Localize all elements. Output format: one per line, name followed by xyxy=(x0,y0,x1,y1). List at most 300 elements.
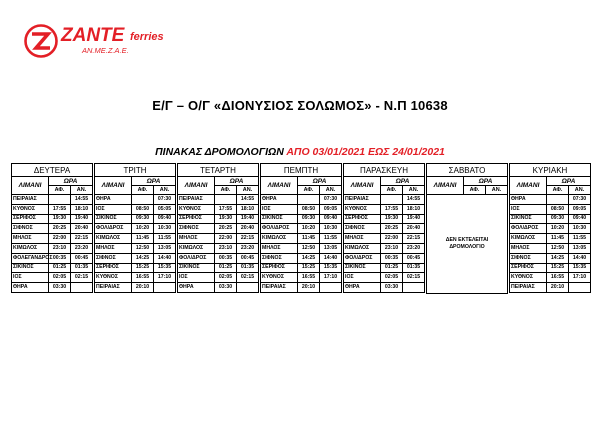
departure-time: 23:20 xyxy=(71,243,93,253)
table-row xyxy=(178,195,259,205)
time-header: ΩΡΑ xyxy=(215,177,259,186)
arrival-time: 12:50 xyxy=(547,243,569,253)
port-name: ΚΥΘΝΟΣ xyxy=(510,273,547,283)
day-name: ΣΑΒΒΑΤΟ xyxy=(427,164,508,177)
port-name: ΣΙΦΝΟΣ xyxy=(510,253,547,263)
arrival-time: 15:25 xyxy=(298,263,320,273)
departure-time: 13:05 xyxy=(154,243,176,253)
table-row xyxy=(95,195,176,205)
arrival-time: 22:00 xyxy=(49,234,71,244)
table-row xyxy=(178,204,259,214)
arrival-time: 09:30 xyxy=(132,214,154,224)
time-header: ΩΡΑ xyxy=(547,177,591,186)
departure-time: 14:55 xyxy=(71,195,93,205)
port-name: ΚΙΜΩΛΟΣ xyxy=(95,234,132,244)
table-row xyxy=(344,253,425,263)
arrival-time: 03:30 xyxy=(49,283,71,293)
table-row xyxy=(95,234,176,244)
arrival-time: 14:25 xyxy=(298,253,320,263)
departure-time: 13:05 xyxy=(569,243,591,253)
table-row xyxy=(178,243,259,253)
no-route-note xyxy=(427,195,508,294)
logo-brand-suffix: ferries xyxy=(130,31,164,43)
arrival-time xyxy=(547,195,569,205)
table-row xyxy=(344,243,425,253)
port-name: ΜΗΛΟΣ xyxy=(510,243,547,253)
departure-time xyxy=(71,283,93,293)
port-name: ΠΕΙΡΑΙΑΣ xyxy=(12,195,49,205)
port-header: ΛΙΜΑΝΙ xyxy=(178,177,215,195)
departure-time: 13:05 xyxy=(320,243,342,253)
departure-header: ΑΝ. xyxy=(154,186,176,195)
schedule-table xyxy=(177,163,259,293)
port-name: ΣΙΚΙΝΟΣ xyxy=(178,263,215,273)
arrival-time: 20:25 xyxy=(381,224,403,234)
departure-time: 15:35 xyxy=(154,263,176,273)
table-row xyxy=(261,195,342,205)
table-row xyxy=(178,253,259,263)
table-row xyxy=(12,283,93,293)
arrival-time: 14:25 xyxy=(547,253,569,263)
table-row xyxy=(510,195,591,205)
arrival-time: 17:55 xyxy=(49,204,71,214)
time-header: ΩΡΑ xyxy=(132,177,176,186)
departure-time: 15:35 xyxy=(569,263,591,273)
schedule-table xyxy=(509,163,591,293)
arrival-time: 22:00 xyxy=(381,234,403,244)
port-name: ΚΙΜΩΛΟΣ xyxy=(178,243,215,253)
port-name: ΦΟΛ/ΔΡΟΣ xyxy=(178,253,215,263)
day-name: ΠΕΜΠΤΗ xyxy=(261,164,342,177)
arrival-time xyxy=(381,195,403,205)
departure-time: 10:30 xyxy=(154,224,176,234)
departure-time: 20:40 xyxy=(403,224,425,234)
port-name: ΣΙΦΝΟΣ xyxy=(178,224,215,234)
departure-time: 17:10 xyxy=(154,273,176,283)
arrival-time: 09:30 xyxy=(547,214,569,224)
port-name: ΣΕΡΙΦΟΣ xyxy=(344,214,381,224)
arrival-time xyxy=(298,195,320,205)
port-name: ΠΕΙΡΑΙΑΣ xyxy=(510,283,547,293)
departure-time: 05:05 xyxy=(154,204,176,214)
departure-time: 17:10 xyxy=(569,273,591,283)
departure-time: 18:10 xyxy=(237,204,259,214)
port-name: ΚΥΘΝΟΣ xyxy=(344,204,381,214)
arrival-time: 20:25 xyxy=(49,224,71,234)
departure-time xyxy=(154,283,176,293)
departure-time: 14:40 xyxy=(320,253,342,263)
arrival-time: 23:10 xyxy=(381,243,403,253)
time-header: ΩΡΑ xyxy=(464,177,508,186)
table-row xyxy=(510,263,591,273)
schedule-table xyxy=(11,163,93,293)
arrival-time: 01:25 xyxy=(381,263,403,273)
table-row xyxy=(510,273,591,283)
arrival-time: 00:35 xyxy=(215,253,237,263)
departure-time: 18:10 xyxy=(71,204,93,214)
zante-ferries-logo xyxy=(20,20,220,60)
table-row xyxy=(95,263,176,273)
arrival-time: 16:55 xyxy=(547,273,569,283)
day-schedule xyxy=(260,163,341,294)
port-name: ΣΙΦΝΟΣ xyxy=(344,224,381,234)
arrival-time: 02:05 xyxy=(381,273,403,283)
arrival-time: 12:50 xyxy=(298,243,320,253)
table-row xyxy=(510,243,591,253)
subtitle-period: ΑΠΟ 03/01/2021 ΕΩΣ 24/01/2021 xyxy=(286,146,445,158)
table-row xyxy=(344,224,425,234)
departure-time: 09:40 xyxy=(320,214,342,224)
departure-time: 01:35 xyxy=(237,263,259,273)
arrival-time: 01:25 xyxy=(49,263,71,273)
departure-time: 07:30 xyxy=(154,195,176,205)
no-route-line-2: ΔΡΟΜΟΛΟΓΙΟ xyxy=(449,244,485,250)
arrival-time: 00:35 xyxy=(49,253,71,263)
arrival-header: ΑΦ. xyxy=(547,186,569,195)
arrival-time: 15:25 xyxy=(132,263,154,273)
logo-brand-name: ZANTE xyxy=(61,25,125,46)
table-row xyxy=(95,224,176,234)
departure-time xyxy=(237,283,259,293)
day-name: ΤΕΤΑΡΤΗ xyxy=(178,164,259,177)
port-name: ΣΙΦΝΟΣ xyxy=(12,224,49,234)
table-row xyxy=(344,195,425,205)
arrival-time: 19:30 xyxy=(381,214,403,224)
arrival-time: 20:10 xyxy=(547,283,569,293)
table-row xyxy=(261,263,342,273)
table-row xyxy=(95,253,176,263)
port-name: ΣΕΡΙΦΟΣ xyxy=(12,214,49,224)
arrival-time: 19:30 xyxy=(215,214,237,224)
port-name: ΚΥΘΝΟΣ xyxy=(12,204,49,214)
table-row xyxy=(12,273,93,283)
departure-time: 09:40 xyxy=(569,214,591,224)
arrival-time: 03:30 xyxy=(381,283,403,293)
arrival-time: 02:05 xyxy=(49,273,71,283)
departure-header: ΑΝ. xyxy=(569,186,591,195)
table-row xyxy=(95,243,176,253)
arrival-time: 20:25 xyxy=(215,224,237,234)
port-header: ΛΙΜΑΝΙ xyxy=(427,177,464,195)
table-row xyxy=(95,273,176,283)
port-name: ΚΙΜΩΛΟΣ xyxy=(12,243,49,253)
table-row xyxy=(510,253,591,263)
day-schedule xyxy=(509,163,590,294)
port-name: ΘΗΡΑ xyxy=(178,283,215,293)
port-name: ΜΗΛΟΣ xyxy=(261,243,298,253)
port-name: ΣΙΚΙΝΟΣ xyxy=(510,214,547,224)
table-row xyxy=(344,283,425,293)
table-row xyxy=(12,195,93,205)
table-row xyxy=(261,283,342,293)
departure-time: 14:55 xyxy=(237,195,259,205)
arrival-time: 11:45 xyxy=(298,234,320,244)
table-row xyxy=(261,204,342,214)
day-name: ΚΥΡΙΑΚΗ xyxy=(510,164,591,177)
table-row xyxy=(261,243,342,253)
departure-time: 01:35 xyxy=(71,263,93,273)
departure-time: 01:35 xyxy=(403,263,425,273)
departure-header: ΑΝ. xyxy=(320,186,342,195)
departure-time: 19:40 xyxy=(403,214,425,224)
departure-time: 07:30 xyxy=(320,195,342,205)
arrival-time: 10:20 xyxy=(132,224,154,234)
departure-time: 00:45 xyxy=(403,253,425,263)
departure-time: 07:30 xyxy=(569,195,591,205)
arrival-time: 17:55 xyxy=(381,204,403,214)
arrival-header: ΑΦ. xyxy=(381,186,403,195)
table-row xyxy=(12,243,93,253)
arrival-header: ΑΦ. xyxy=(132,186,154,195)
table-row xyxy=(12,214,93,224)
departure-time: 22:15 xyxy=(237,234,259,244)
departure-time: 15:35 xyxy=(320,263,342,273)
arrival-time: 02:05 xyxy=(215,273,237,283)
arrival-time: 10:20 xyxy=(547,224,569,234)
logo-company: ΑΝ.ΜΕ.Ζ.Α.Ε. xyxy=(82,46,129,55)
port-name: ΘΗΡΑ xyxy=(261,195,298,205)
departure-time: 02:15 xyxy=(71,273,93,283)
subtitle-main: ΠΙΝΑΚΑΣ ΔΡΟΜΟΛΟΓΙΩΝ xyxy=(155,146,284,158)
arrival-time: 19:30 xyxy=(49,214,71,224)
arrival-time: 15:25 xyxy=(547,263,569,273)
table-row xyxy=(344,214,425,224)
port-name: ΦΟΛΕΓΑΝΔΡΟΣ xyxy=(12,253,49,263)
departure-time: 19:40 xyxy=(237,214,259,224)
table-row xyxy=(12,253,93,263)
time-header: ΩΡΑ xyxy=(49,177,93,186)
port-name: ΙΟΣ xyxy=(95,204,132,214)
arrival-time xyxy=(49,195,71,205)
table-row xyxy=(510,283,591,293)
day-name: ΠΑΡΑΣΚΕΥΗ xyxy=(344,164,425,177)
port-name: ΣΕΡΙΦΟΣ xyxy=(261,263,298,273)
day-schedule xyxy=(177,163,258,294)
departure-time: 22:15 xyxy=(71,234,93,244)
departure-time: 18:10 xyxy=(403,204,425,214)
time-header: ΩΡΑ xyxy=(381,177,425,186)
port-name: ΣΕΡΙΦΟΣ xyxy=(178,214,215,224)
arrival-time: 22:00 xyxy=(215,234,237,244)
arrival-header: ΑΦ. xyxy=(464,186,486,195)
table-row xyxy=(510,234,591,244)
arrival-time: 08:50 xyxy=(132,204,154,214)
departure-time xyxy=(569,283,591,293)
day-name: ΔΕΥΤΕΡΑ xyxy=(12,164,93,177)
port-name: ΣΙΦΝΟΣ xyxy=(95,253,132,263)
port-name: ΠΕΙΡΑΙΑΣ xyxy=(344,195,381,205)
day-schedule xyxy=(11,163,92,294)
table-row xyxy=(344,204,425,214)
arrival-time: 17:55 xyxy=(215,204,237,214)
port-name: ΜΗΛΟΣ xyxy=(95,243,132,253)
arrival-header: ΑΦ. xyxy=(49,186,71,195)
departure-time: 10:30 xyxy=(569,224,591,234)
table-row xyxy=(261,234,342,244)
port-name: ΣΕΡΙΦΟΣ xyxy=(510,263,547,273)
arrival-time: 01:25 xyxy=(215,263,237,273)
table-row xyxy=(178,214,259,224)
departure-time: 00:45 xyxy=(237,253,259,263)
departure-time: 09:40 xyxy=(154,214,176,224)
port-name: ΚΙΜΩΛΟΣ xyxy=(344,243,381,253)
port-name: ΘΗΡΑ xyxy=(12,283,49,293)
departure-time: 02:15 xyxy=(403,273,425,283)
table-row xyxy=(12,234,93,244)
arrival-time: 08:50 xyxy=(298,204,320,214)
arrival-time: 16:55 xyxy=(132,273,154,283)
port-name: ΣΙΚΙΝΟΣ xyxy=(344,263,381,273)
arrival-time: 00:35 xyxy=(381,253,403,263)
port-name: ΣΙΦΝΟΣ xyxy=(261,253,298,263)
port-name: ΠΕΙΡΑΙΑΣ xyxy=(261,283,298,293)
port-name: ΙΟΣ xyxy=(178,273,215,283)
port-name: ΚΥΘΝΟΣ xyxy=(261,273,298,283)
arrival-time xyxy=(132,195,154,205)
arrival-time: 23:10 xyxy=(49,243,71,253)
arrival-time: 11:45 xyxy=(132,234,154,244)
time-header: ΩΡΑ xyxy=(298,177,342,186)
day-schedule xyxy=(343,163,424,294)
port-name: ΦΟΛ/ΔΡΟΣ xyxy=(261,224,298,234)
arrival-time: 14:25 xyxy=(132,253,154,263)
port-name: ΙΟΣ xyxy=(510,204,547,214)
table-row xyxy=(344,234,425,244)
arrival-time: 12:50 xyxy=(132,243,154,253)
departure-time: 00:45 xyxy=(71,253,93,263)
departure-time: 17:10 xyxy=(320,273,342,283)
arrival-time: 03:30 xyxy=(215,283,237,293)
table-row xyxy=(261,214,342,224)
port-header: ΛΙΜΑΝΙ xyxy=(510,177,547,195)
port-name: ΠΕΙΡΑΙΑΣ xyxy=(95,283,132,293)
departure-time: 09:05 xyxy=(569,204,591,214)
arrival-time: 11:45 xyxy=(547,234,569,244)
table-row xyxy=(178,224,259,234)
table-row xyxy=(344,263,425,273)
schedule-table xyxy=(343,163,425,293)
departure-time: 11:55 xyxy=(320,234,342,244)
departure-time: 11:55 xyxy=(154,234,176,244)
arrival-header: ΑΦ. xyxy=(298,186,320,195)
port-name: ΘΗΡΑ xyxy=(510,195,547,205)
port-name: ΠΕΙΡΑΙΑΣ xyxy=(178,195,215,205)
port-header: ΛΙΜΑΝΙ xyxy=(344,177,381,195)
table-row xyxy=(95,283,176,293)
table-row xyxy=(178,283,259,293)
schedule-subtitle xyxy=(0,146,600,158)
arrival-time: 10:20 xyxy=(298,224,320,234)
port-name: ΦΟΛ/ΔΡΟΣ xyxy=(95,224,132,234)
port-name: ΜΗΛΟΣ xyxy=(344,234,381,244)
table-row xyxy=(12,263,93,273)
day-name: ΤΡΙΤΗ xyxy=(95,164,176,177)
schedule-table xyxy=(94,163,176,293)
port-name: ΚΙΜΩΛΟΣ xyxy=(510,234,547,244)
departure-time: 10:30 xyxy=(320,224,342,234)
port-name: ΦΟΛ/ΔΡΟΣ xyxy=(344,253,381,263)
table-row xyxy=(178,234,259,244)
table-row xyxy=(261,224,342,234)
vessel-title: Ε/Γ – Ο/Γ «ΔΙΟΝΥΣΙΟΣ ΣΟΛΩΜΟΣ» - Ν.Π 10638 xyxy=(152,98,448,113)
departure-header: ΑΝ. xyxy=(403,186,425,195)
table-row xyxy=(344,273,425,283)
arrival-time: 23:10 xyxy=(215,243,237,253)
arrival-time: 16:55 xyxy=(298,273,320,283)
departure-time: 20:40 xyxy=(237,224,259,234)
port-name: ΣΙΚΙΝΟΣ xyxy=(95,214,132,224)
day-schedule xyxy=(426,163,507,294)
schedule-table xyxy=(260,163,342,293)
port-name: ΘΗΡΑ xyxy=(344,283,381,293)
port-header: ΛΙΜΑΝΙ xyxy=(261,177,298,195)
departure-header: ΑΝ. xyxy=(486,186,508,195)
departure-time xyxy=(403,283,425,293)
arrival-time: 20:10 xyxy=(132,283,154,293)
table-row xyxy=(12,224,93,234)
port-name: ΙΟΣ xyxy=(261,204,298,214)
departure-header: ΑΝ. xyxy=(237,186,259,195)
departure-time: 02:15 xyxy=(237,273,259,283)
schedule-table xyxy=(426,163,508,294)
port-name: ΦΟΛ/ΔΡΟΣ xyxy=(510,224,547,234)
arrival-time: 09:30 xyxy=(298,214,320,224)
port-name: ΣΕΡΙΦΟΣ xyxy=(95,263,132,273)
departure-time: 19:40 xyxy=(71,214,93,224)
schedule-grid xyxy=(11,163,589,294)
arrival-time xyxy=(215,195,237,205)
port-name: ΚΙΜΩΛΟΣ xyxy=(261,234,298,244)
arrival-time: 08:50 xyxy=(547,204,569,214)
port-name: ΙΟΣ xyxy=(344,273,381,283)
port-name: ΚΥΘΝΟΣ xyxy=(178,204,215,214)
port-header: ΛΙΜΑΝΙ xyxy=(12,177,49,195)
day-schedule xyxy=(94,163,175,294)
port-name: ΚΥΘΝΟΣ xyxy=(95,273,132,283)
departure-time: 14:40 xyxy=(154,253,176,263)
table-row xyxy=(510,204,591,214)
departure-time xyxy=(320,283,342,293)
arrival-header: ΑΦ. xyxy=(215,186,237,195)
departure-time: 09:05 xyxy=(320,204,342,214)
port-name: ΜΗΛΟΣ xyxy=(12,234,49,244)
port-name: ΣΙΚΙΝΟΣ xyxy=(12,263,49,273)
table-row xyxy=(261,253,342,263)
table-row xyxy=(261,273,342,283)
table-row xyxy=(95,204,176,214)
table-row xyxy=(510,224,591,234)
departure-time: 20:40 xyxy=(71,224,93,234)
table-row xyxy=(95,214,176,224)
no-route-line-1: ΔΕΝ ΕΚΤΕΛΕΙΤΑΙ xyxy=(445,237,489,243)
port-header: ΛΙΜΑΝΙ xyxy=(95,177,132,195)
departure-header: ΑΝ. xyxy=(71,186,93,195)
departure-time: 14:55 xyxy=(403,195,425,205)
table-row xyxy=(178,273,259,283)
port-name: ΘΗΡΑ xyxy=(95,195,132,205)
port-name: ΜΗΛΟΣ xyxy=(178,234,215,244)
departure-time: 22:15 xyxy=(403,234,425,244)
port-name: ΙΟΣ xyxy=(12,273,49,283)
table-row xyxy=(178,263,259,273)
departure-time: 23:20 xyxy=(237,243,259,253)
departure-time: 14:40 xyxy=(569,253,591,263)
table-row xyxy=(510,214,591,224)
port-name: ΣΙΚΙΝΟΣ xyxy=(261,214,298,224)
table-row xyxy=(12,204,93,214)
arrival-time: 20:10 xyxy=(298,283,320,293)
departure-time: 11:55 xyxy=(569,234,591,244)
